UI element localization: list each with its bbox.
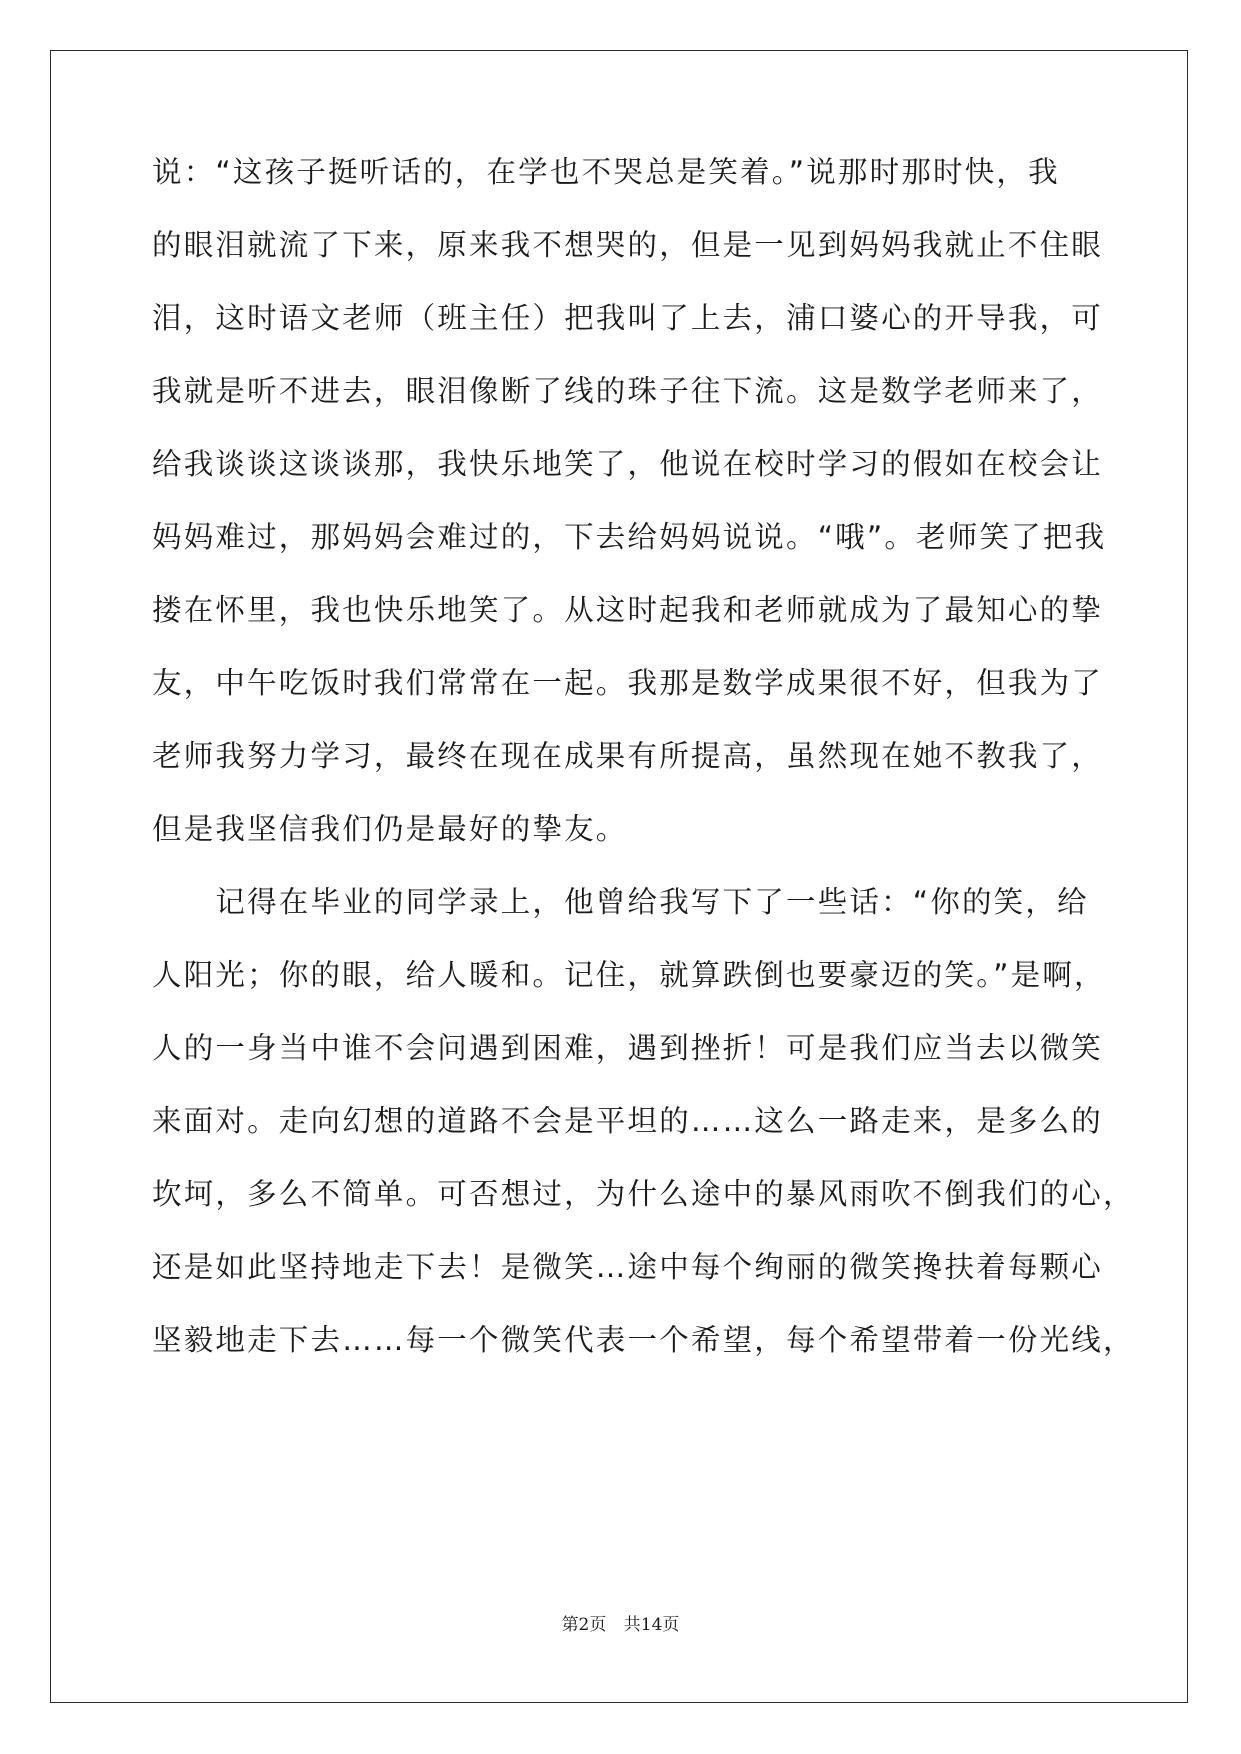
page-number: 第2页 <box>561 1615 607 1635</box>
text-line: 我就是听不进去，眼泪像断了线的珠子往下流。这是数学老师来了， <box>152 374 1104 408</box>
text-line: 记得在毕业的同学录上，他曾给我写下了一些话：“你的笑，给 <box>152 885 1089 919</box>
text-line: 妈妈难过，那妈妈会难过的，下去给妈妈说说。“哦”。老师笑了把我 <box>152 520 1107 554</box>
text-line: 泪，这时语文老师（班主任）把我叫了上去，浦口婆心的开导我，可 <box>152 301 1104 335</box>
text-line: 给我谈谈这谈谈那，我快乐地笑了，他说在校时学习的假如在校会让 <box>152 447 1104 481</box>
text-line: 老师我努力学习，最终在现在成果有所提高，虽然现在她不教我了， <box>152 739 1104 773</box>
text-line: 说：“这孩子挺听话的，在学也不哭总是笑着。”说那时那时快，我 <box>152 155 1060 189</box>
page-footer <box>0 1610 1241 1635</box>
text-line: 人阳光；你的眼，给人暖和。记住，就算跌倒也要豪迈的笑。”是啊， <box>152 958 1106 992</box>
text-line: 的眼泪就流了下来，原来我不想哭的，但是一见到妈妈我就止不住眼 <box>152 228 1104 262</box>
text-line: 友，中午吃饭时我们常常在一起。我那是数学成果很不好，但我为了 <box>152 666 1104 700</box>
page-total: 共14页 <box>623 1615 680 1635</box>
text-line: 搂在怀里，我也快乐地笑了。从这时起我和老师就成为了最知心的挚 <box>152 593 1104 627</box>
text-line: 坎坷，多么不简单。可否想过，为什么途中的暴风雨吹不倒我们的心， <box>152 1177 1135 1211</box>
text-line: 坚毅地走下去……每一个微笑代表一个希望，每个希望带着一份光线， <box>152 1323 1135 1357</box>
text-line: 人的一身当中谁不会问遇到困难，遇到挫折！可是我们应当去以微笑 <box>152 1031 1104 1065</box>
text-line: 但是我坚信我们仍是最好的挚友。 <box>152 812 628 846</box>
text-line: 还是如此坚持地走下去！是微笑…途中每个绚丽的微笑搀扶着每颗心 <box>152 1250 1104 1284</box>
text-line: 来面对。走向幻想的道路不会是平坦的……这么一路走来，是多么的 <box>152 1104 1104 1138</box>
